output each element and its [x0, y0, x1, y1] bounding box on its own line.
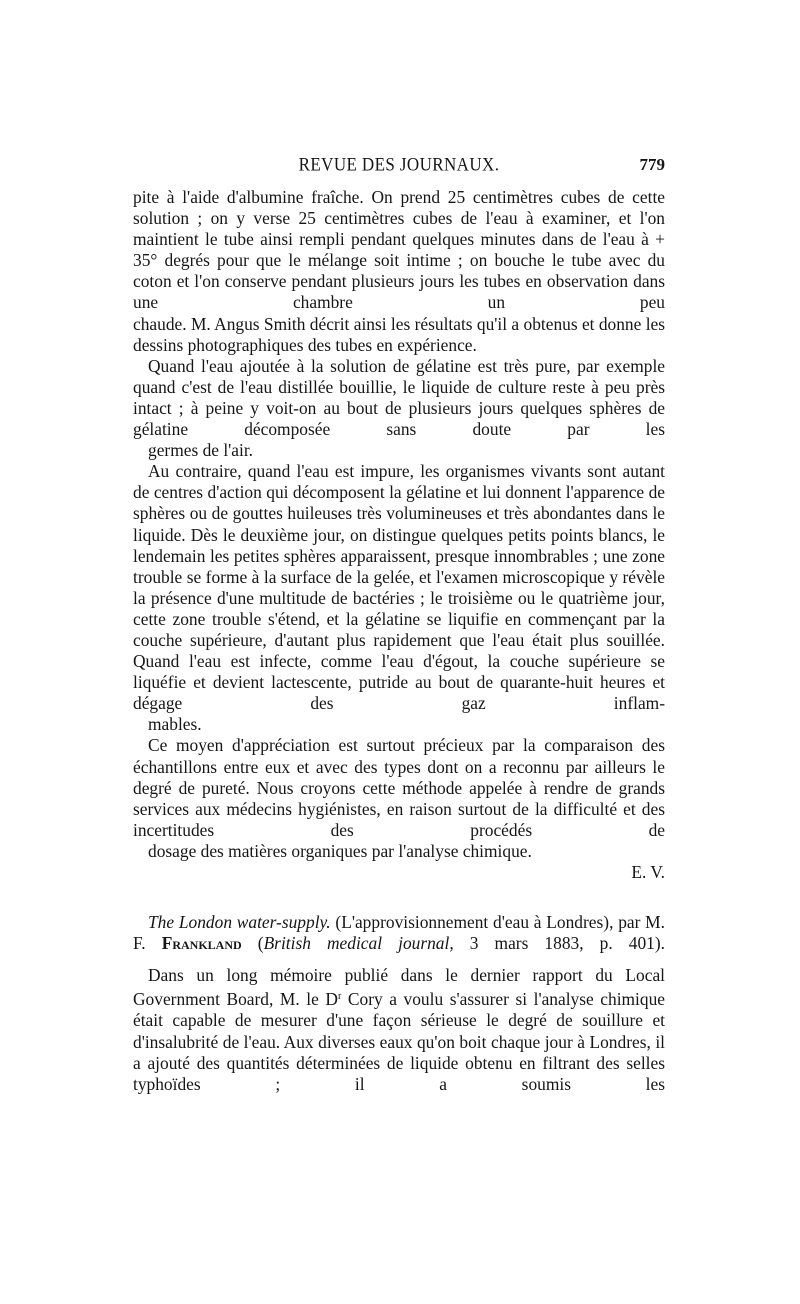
page-header	[133, 155, 665, 181]
paragraph-pure-water	[133, 356, 665, 461]
paragraph-last-line: dosage des matières organiques par l'analyse chimique.	[148, 840, 532, 861]
author-signature: E. V.	[631, 862, 665, 882]
paragraph-last-line: germes de l'air.	[148, 440, 254, 461]
page-number: 779	[639, 155, 665, 174]
paragraph-text: Ce moyen d'appréciation est surtout précieux par la comparaison des échantillons entre eux et avec des types dont on a reconnu par ailleurs le degré de pureté. Nous croyons cette méthode appelée à rendre de grands services aux médecins hygiénistes, en raison surtout de la difficulté et des incertitudes des procédés de	[133, 735, 665, 840]
running-title: REVUE DES JOURNAUX.	[298, 153, 500, 176]
paragraph-text: Dans un long mémoire publié dans le dernier rapport du Local Government Board, M. le D	[133, 965, 665, 1010]
paragraph-conclusion	[133, 735, 665, 862]
paragraph-last-line: chaude. M. Angus Smith décrit ainsi les résultats qu'il a obtenus et donne les dessins photographiques des tubes en expérience.	[133, 313, 666, 355]
journal-name: British medical journal,	[263, 933, 454, 954]
paragraph-continued	[133, 187, 665, 356]
paragraph-text: pite à l'aide d'albumine fraîche. On prend 25 centimètres cubes de cette solution ; on y verse 25 centimètres cubes de l'eau à examiner, et l'on maintient le tube ainsi rempli pendant quelques minutes dans de l'eau à + 35° degrés pour que le mélange soit intime ; on bouche le tube avec du coton et l'on conserve pendant plusieurs jours les tubes en observation dans une chambre un peu	[133, 187, 665, 313]
article-paren: (	[241, 933, 264, 954]
citation-end: 3 mars 1883, p. 401).	[453, 933, 665, 954]
paragraph-article-body	[133, 965, 665, 1095]
body-text	[133, 187, 665, 1095]
article-subtitle: (L'approvisionnement d'eau à Londres), par M. F.	[133, 912, 665, 954]
article-heading	[133, 912, 665, 954]
doctor-abbrev-sup: r	[337, 991, 342, 1003]
article-author: Frankland	[161, 933, 242, 954]
paragraph-gap	[133, 954, 665, 965]
paragraph-last-line: mables.	[148, 714, 202, 735]
paragraph-text: Quand l'eau ajoutée à la solution de gélatine est très pure, par exemple quand c'est de l'eau distillée bouillie, le liquide de culture reste à peu près intact ; à peine y voit-on au bout de plusieurs jours quelques sphères de gélatine décomposée sans doute par les	[133, 355, 665, 440]
paragraph-impure-water	[133, 461, 665, 735]
paragraph-text: Au contraire, quand l'eau est impure, les organismes vivants sont autant de centres d'action qui décomposent la gélatine et lui donnent l'apparence de sphères ou de gouttes huileuses très volumineuses et très abondantes dans le liquide. Dès le deuxième jour, on distingue quelques petits points blancs, le lendemain les petites sphères apparaissent, presque innombrables ; une zone trouble se forme à la surface de la gelée, et l'examen microscopique y révèle la présence d'une multitude de bactéries ; le troisième ou le quatrième jour, cette zone trouble s'étend, et la gélatine se liquifie en commençant par la couche supérieure, d'autant plus rapidement que l'eau était plus souillée. Quand l'eau est infecte, comme l'eau d'égout, la couche supérieure se liquéfie et devient lactescente, putride au bout de quarante-huit heures et dégage des gaz inflam-	[133, 461, 665, 714]
section-gap	[133, 883, 665, 912]
paragraph-text-cont: Cory a voulu s'assurer si l'analyse chimique était capable de mesurer d'une façon sérieuse le degré de souillure et d'insalubrité de l'eau. Aux diverses eaux qu'on boit chaque jour à Londres, il a ajouté des quantités déterminées de liquide obtenu en filtrant des selles typhoïdes ; il a soumis les	[133, 989, 666, 1094]
article-title: The London water-supply.	[148, 912, 331, 933]
